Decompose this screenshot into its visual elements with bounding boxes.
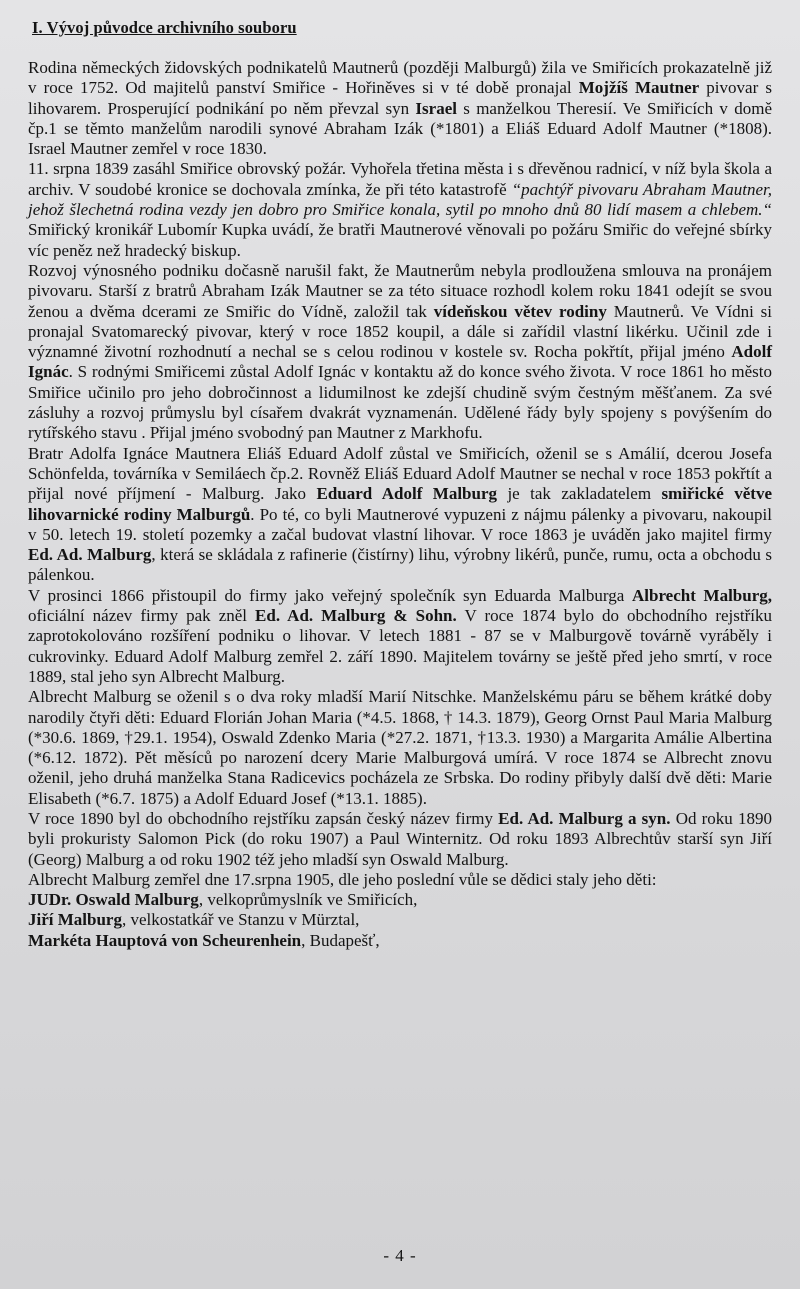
heir-name: Jiří Malburg: [28, 910, 122, 930]
paragraph: [28, 58, 772, 159]
text-run: Od roku 1890 byli prokuristy Salomon Pick (do roku 1907) a Paul Winternitz. Od roku 1893 Albrechtův starší syn Jiří (Georg) Malburg a od roku 1902 též jeho mladší syn Oswald Malburg.: [28, 808, 772, 869]
bold-text: vídeňskou větev rodiny: [433, 301, 607, 321]
text-run: V roce 1890 byl do obchodního rejstříku zapsán český název firmy: [28, 808, 499, 828]
paragraph: [28, 444, 772, 586]
text-run: . Po té, co byli Mautnerové vypuzeni z nájmu pálenky a pivovaru, nakoupil v 50. letech 19. století pozemky a začal budovat vlastní lihovar. V roce 1863 je uváděn jako majitel firmy: [28, 504, 772, 544]
bold-text: Israel: [415, 98, 457, 118]
text-run: V roce 1874 bylo do obchodního rejstříku zaprotokolováno rozšíření podniku o lihovar. V letech 1881 - 87 se v Malburgově továrně vyráběly i cukrovinky. Eduard Adolf Malburg zemřel 2. září 1890. Majitelem továrny se ještě před jeho smrtí, v roce 1889, stal jeho syn Albrecht Malburg.: [28, 606, 772, 686]
text-run: Bratr Adolfa Ignáce Mautnera Eliáš Eduard Adolf zůstal ve Smiřicích, oženil se s Amálií, dcerou Josefa Schönfelda, továrníka v Semiláech čp.2. Rovněž Eliáš Eduard Adolf Mautner se nechal v roce 1853 pokřtít a přijal nové příjmení - Malburg. Jako: [28, 443, 772, 504]
text-run: pivovar s lihovarem. Prosperující podnikání po něm převzal syn: [28, 78, 772, 118]
paragraph: [28, 586, 772, 687]
text-run: . S rodnými Smiřicemi zůstal Adolf Ignác v kontaktu až do konce svého života. V roce 1861 ho město Smiřice učinilo pro jeho dobročinnost a lidumilnost ke zdejší chudině svým čestným měšťanem. Za své zásluhy a rozvoj průmyslu byl císařem dvakrát vyznamenán. Udělené řády byly spojeny s povýšením do rytířského stavu . Přijal jméno svobodný pan Mautner z Markhofu.: [28, 362, 772, 443]
text-run: Smiřický kronikář Lubomír Kupka uvádí, že bratři Mautnerové věnovali po požáru Smiřic do veřejné sbírky víc peněz než hradecký biskup.: [28, 220, 772, 260]
heir-entry: [28, 890, 772, 910]
body-text: [28, 58, 772, 890]
bold-text: Albrecht Malburg,: [631, 585, 773, 605]
heir-entry: [28, 910, 772, 930]
text-run: 11. srpna 1839 zasáhl Smiřice obrovský požár. Vyhořela třetina města i s dřevěnou radnicí, v níž byla škola a archiv. V soudobé kronice se dochovala zmínka, že při této katastrofě: [28, 159, 772, 199]
text-run: s manželkou Theresií. Ve Smiřicích v domě čp.1 se těmto manželům narodili synové Abraham Izák (*1801) a Eliáš Eduard Adolf Mautner (*1808). Israel Mautner zemřel v roce 1830.: [28, 98, 772, 159]
heir-detail: , velkostatkář ve Stanzu v Mürztal,: [121, 910, 360, 930]
bold-text: Ed. Ad. Malburg a syn.: [498, 808, 671, 828]
paragraph: [28, 159, 772, 260]
section-heading: I. Vývoj původce archivního souboru: [32, 18, 297, 37]
paragraph: [28, 261, 772, 444]
bold-text: Mojžíš Mautner: [578, 78, 700, 98]
bold-text: Ed. Ad. Malburg: [28, 545, 152, 565]
italic-quote: “pachtýř pivovaru Abraham Mautner, jehož šlechetná rodina vezdy jen dobro pro Smiřice konala, sytil po mnoho dnů 80 lidí masem a chlebem.“: [28, 179, 772, 220]
text-run: , která se skládala z rafinerie (čistírny) lihu, výrobny likérů, punče, rumu, octa a obchodu s pálenkou.: [28, 545, 773, 585]
paragraph: [28, 687, 772, 809]
text-run: Rozvoj výnosného podniku dočasně narušil fakt, že Mautnerům nebyla prodloužena smlouva na pronájem pivovaru. Starší z bratrů Abraham Izák Mautner se za této situace rozhodl kolem roku 1841 odejít se svou ženou a dvěma dcerami ze Smiřic do Vídně, založil tak: [28, 260, 772, 321]
text-run: oficiální název firmy pak zněl: [28, 606, 256, 626]
paragraph: [28, 809, 772, 870]
heir-detail: , Budapešť,: [301, 930, 380, 950]
heir-entry: [28, 931, 772, 951]
text-run: Rodina německých židovských podnikatelů Mautnerů (později Malburgů) žila ve Smiřicích prokazatelně již v roce 1752. Od majitelů panství Smiřice - Hořiněves si v té době pronajal: [28, 58, 772, 98]
heir-name: JUDr. Oswald Malburg: [28, 890, 199, 910]
bold-text: Eduard Adolf Malburg: [316, 484, 498, 504]
bold-text: Ed. Ad. Malburg & Sohn.: [255, 606, 457, 626]
heirs-list: [28, 890, 772, 951]
heir-detail: , velkoprůmyslník ve Smiřicích,: [198, 890, 418, 910]
bold-text: Adolf Ignác: [28, 342, 772, 382]
paragraph: [28, 870, 772, 890]
text-run: Mautnerů. Ve Vídni si pronajal Svatomarecký pivovar, který v roce 1852 koupil, a dále si zařídil vlastní likérku. Učinil zde i významné životní rozhodnutí a nechal se s celou rodinou v kostele sv. Rocha pokřtít, přijal jméno: [28, 301, 772, 362]
page-number: - 4 -: [383, 1246, 417, 1265]
text-run: V prosinci 1866 přistoupil do firmy jako veřejný společník syn Eduarda Malburga: [28, 585, 632, 605]
text-run: je tak zakladatelem: [497, 484, 662, 504]
text-run: Albrecht Malburg se oženil s o dva roky mladší Marií Nitschke. Manželskému páru se během krátké doby narodily čtyři děti: Eduard Florián Johan Maria (*4.5. 1868, † 14.3. 1879), Georg Ornst Paul Maria Malburg (*30.6. 1869, †29.1. 1954), Oswald Zdenko Maria (*27.2. 1871, †13.3. 1930) a Margarita Amálie Albertina (*6.12. 1872). Pět měsíců po narození dcery Marie Malburgová umírá. V roce 1874 se Albrecht znovu oženil, jeho druhá manželka Stana Radicevics pocházela ze Srbska. Do rodiny přibyly další dvě děti: Marie Elisabeth (*6.7. 1875) a Adolf Eduard Josef (*13.1. 1885).: [28, 687, 772, 808]
text-run: Albrecht Malburg zemřel dne 17.srpna 1905, dle jeho poslední vůle se dědici staly jeho děti:: [28, 869, 657, 889]
bold-text: smiřické větve lihovarnické rodiny Malburgů: [28, 484, 772, 524]
heir-name: Markéta Hauptová von Scheurenhein: [28, 930, 302, 950]
